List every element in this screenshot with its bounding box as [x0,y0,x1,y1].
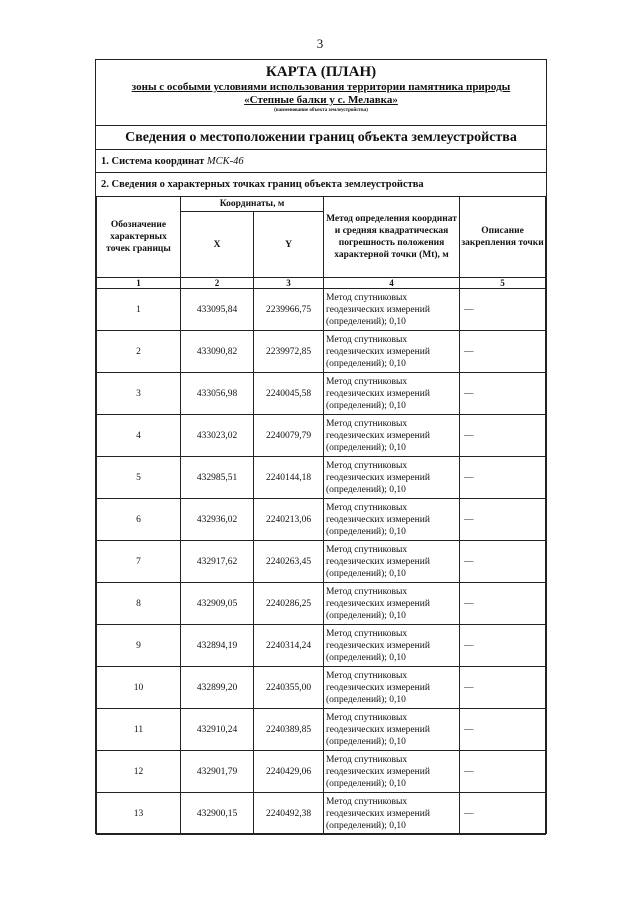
point-number: 7 [97,541,181,583]
method-cell: Метод спутниковых геодезических измерений (определений); 0,10 [324,709,460,751]
point-number: 9 [97,625,181,667]
coord-x: 432894,19 [181,625,254,667]
table-row [97,751,546,793]
table-row [97,457,546,499]
desc-cell: — [460,373,546,415]
coord-system-value: МСК-46 [206,156,244,167]
table-row [97,709,546,751]
method-cell: Метод спутниковых геодезических измерений (определений); 0,10 [324,751,460,793]
table-row [97,667,546,709]
table-row [97,499,546,541]
desc-cell: — [460,625,546,667]
col-x-header: X [181,212,254,278]
point-number: 4 [97,415,181,457]
point-number: 13 [97,793,181,835]
map-subtitle-note: (наименование объекта землеустройства) [274,108,368,113]
coord-y: 2240263,45 [254,541,324,583]
point-number: 1 [97,289,181,331]
table-row [97,583,546,625]
coord-x: 432917,62 [181,541,254,583]
coord-x: 432936,02 [181,499,254,541]
coord-x: 433095,84 [181,289,254,331]
section-title: Сведения о местоположении границ объекта землеустройства [96,126,546,150]
point-number: 11 [97,709,181,751]
table-row [97,289,546,331]
method-cell: Метод спутниковых геодезических измерений (определений); 0,10 [324,289,460,331]
points-section-title: 2. Сведения о характерных точках границ объекта землеустройства [101,179,424,190]
desc-cell: — [460,541,546,583]
coord-system-line [96,150,546,173]
desc-cell: — [460,415,546,457]
desc-cell: — [460,289,546,331]
coord-x: 433090,82 [181,331,254,373]
table-row [97,331,546,373]
point-number: 6 [97,499,181,541]
col-method-header [324,197,460,278]
coord-x: 433056,98 [181,373,254,415]
map-subtitle-line1: зоны с особыми условиями использования территории памятника природы [131,81,511,93]
coord-y: 2240213,06 [254,499,324,541]
map-title: КАРТА (ПЛАН) [265,64,377,80]
document-frame [95,59,547,834]
coord-x: 432910,24 [181,709,254,751]
coord-y: 2240389,85 [254,709,324,751]
method-cell: Метод спутниковых геодезических измерений (определений); 0,10 [324,625,460,667]
coord-y: 2240144,18 [254,457,324,499]
table-row [97,415,546,457]
coord-y: 2240355,00 [254,667,324,709]
method-cell: Метод спутниковых геодезических измерений (определений); 0,10 [324,793,460,835]
page-number: 3 [316,36,324,51]
points-table [96,196,546,835]
point-number: 3 [97,373,181,415]
desc-cell: — [460,499,546,541]
col-desc-header: Описание закрепления точки [460,197,546,278]
coord-x: 432900,15 [181,793,254,835]
coord-x: 433023,02 [181,415,254,457]
table-row [97,793,546,835]
coord-y: 2240492,38 [254,793,324,835]
coord-y: 2239972,85 [254,331,324,373]
col-designation-header: Обозначение характерных точек границы [97,197,181,278]
coord-y: 2240079,79 [254,415,324,457]
column-number-row [97,278,546,289]
table-row [97,625,546,667]
desc-cell: — [460,331,546,373]
coord-y: 2240314,24 [254,625,324,667]
method-cell: Метод спутниковых геодезических измерений (определений); 0,10 [324,457,460,499]
coord-x: 432899,20 [181,667,254,709]
method-cell: Метод спутниковых геодезических измерений (определений); 0,10 [324,415,460,457]
desc-cell: — [460,667,546,709]
coord-y: 2239966,75 [254,289,324,331]
method-cell: Метод спутниковых геодезических измерений (определений); 0,10 [324,373,460,415]
coord-x: 432985,51 [181,457,254,499]
point-number: 5 [97,457,181,499]
point-number: 8 [97,583,181,625]
point-number: 10 [97,667,181,709]
point-number: 12 [97,751,181,793]
map-header [96,60,546,126]
col-number: 1 [97,278,181,289]
coord-x: 432901,79 [181,751,254,793]
method-cell: Метод спутниковых геодезических измерений (определений); 0,10 [324,667,460,709]
col-number: 4 [324,278,460,289]
method-cell: Метод спутниковых геодезических измерений (определений); 0,10 [324,583,460,625]
col-number: 2 [181,278,254,289]
coord-y: 2240429,06 [254,751,324,793]
desc-cell: — [460,709,546,751]
coord-y: 2240045,58 [254,373,324,415]
desc-cell: — [460,793,546,835]
desc-cell: — [460,751,546,793]
col-number: 5 [460,278,546,289]
coord-system-label: 1. Система координат [101,156,205,167]
col-method-text: Метод определения координат и средняя квадратическая погрешность положения характерной точки (Mt), м [326,214,457,260]
method-cell: Метод спутниковых геодезических измерений (определений); 0,10 [324,499,460,541]
point-number: 2 [97,331,181,373]
col-y-header: Y [254,212,324,278]
coord-x: 432909,05 [181,583,254,625]
coord-y: 2240286,25 [254,583,324,625]
desc-cell: — [460,583,546,625]
desc-cell: — [460,457,546,499]
table-row [97,373,546,415]
method-cell: Метод спутниковых геодезических измерений (определений); 0,10 [324,541,460,583]
table-row [97,541,546,583]
map-subtitle-line2: «Степные балки у с. Мелавка» [244,94,398,106]
method-cell: Метод спутниковых геодезических измерений (определений); 0,10 [324,331,460,373]
col-number: 3 [254,278,324,289]
col-coords-header: Координаты, м [181,197,324,212]
